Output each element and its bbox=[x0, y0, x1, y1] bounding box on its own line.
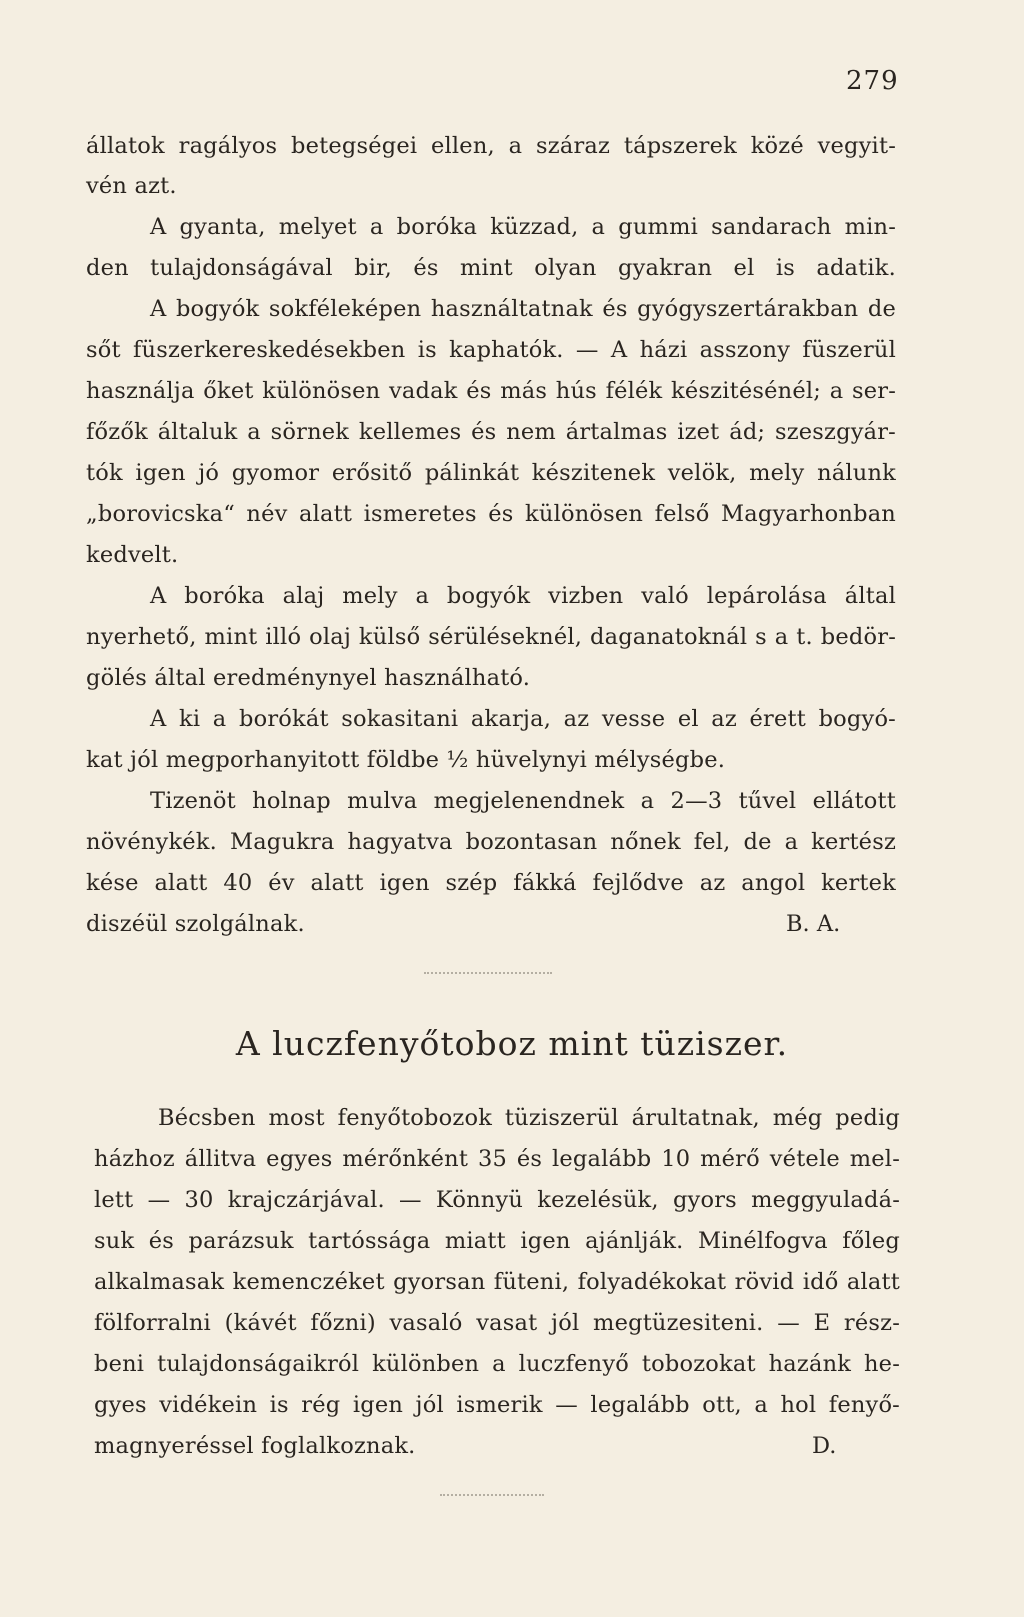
text-line: beni tulajdonságaikról különben a luczfenyő tobozokat hazánk he- bbox=[94, 1351, 900, 1377]
text-line: den tulajdonságával bir, és mint olyan gyakran el is adatik. bbox=[86, 255, 896, 281]
text-line: A boróka alaj mely a bogyók vizben való lepárolása által bbox=[150, 583, 896, 609]
text-line: A gyanta, melyet a boróka küzzad, a gummi sandarach min- bbox=[150, 214, 896, 240]
signature: D. bbox=[812, 1433, 837, 1459]
text-line: gölés által eredménynyel használható. bbox=[86, 665, 531, 691]
text-line: diszéül szolgálnak. bbox=[86, 911, 305, 937]
text-line: kat jól megporhanyitott földbe ½ hüvelynyi mélységbe. bbox=[86, 747, 726, 773]
text-line: állatok ragályos betegségei ellen, a száraz tápszerek közé vegyit- bbox=[86, 133, 896, 159]
text-line: lett — 30 krajczárjával. — Könnyü kezelésük, gyors meggyuladá- bbox=[94, 1187, 900, 1213]
text-line: Bécsben most fenyőtobozok tüziszerül árultatnak, még pedig bbox=[158, 1105, 900, 1131]
text-line: fölforralni (kávét főzni) vasaló vasat jól megtüzesiteni. — E rész- bbox=[94, 1310, 900, 1336]
text-line: gyes vidékein is rég igen jól ismerik — legalább ott, a hol fenyő- bbox=[94, 1392, 900, 1418]
text-line: alkalmasak kemenczéket gyorsan füteni, folyadékokat rövid idő alatt bbox=[94, 1269, 900, 1295]
text-line: magnyeréssel foglalkoznak. bbox=[94, 1433, 416, 1459]
text-line: nyerhető, mint illó olaj külső sérüléseknél, daganatoknál s a t. bedör- bbox=[86, 624, 896, 650]
text-line: kedvelt. bbox=[86, 542, 179, 568]
text-line: Tizenöt holnap mulva megjelenendnek a 2—3 tűvel ellátott bbox=[150, 788, 896, 814]
text-line: főzők általuk a sörnek kellemes és nem ártalmas izet ád; szeszgyár- bbox=[86, 419, 896, 445]
text-line: „borovicska“ név alatt ismeretes és különösen felső Magyarhonban bbox=[86, 501, 896, 527]
article-title: A luczfenyőtoboz mint tüziszer. bbox=[235, 1024, 789, 1063]
text-line: A ki a borókát sokasitani akarja, az vesse el az érett bogyó- bbox=[150, 706, 896, 732]
text-line: kése alatt 40 év alatt igen szép fákká fejlődve az angol kertek bbox=[86, 870, 896, 896]
text-line: használja őket különösen vadak és más hús félék készitésénél; a ser- bbox=[86, 378, 896, 404]
text-line: tók igen jó gyomor erősitő pálinkát készitenek velök, mely nálunk bbox=[86, 460, 896, 486]
text-line: vén azt. bbox=[86, 173, 177, 199]
section-divider bbox=[424, 972, 552, 980]
page-number: 279 bbox=[846, 66, 899, 96]
section-divider bbox=[440, 1494, 544, 1502]
text-line: házhoz állitva egyes mérőnként 35 és legalább 10 mérő vétele mel- bbox=[94, 1146, 900, 1172]
text-line: suk és parázsuk tartóssága miatt igen ajánlják. Minélfogva főleg bbox=[94, 1228, 900, 1254]
signature: B. A. bbox=[786, 911, 841, 937]
text-line: A bogyók sokféleképen használtatnak és gyógyszertárakban de bbox=[150, 296, 896, 322]
text-line: növénykék. Magukra hagyatva bozontasan nőnek fel, de a kertész bbox=[86, 829, 896, 855]
text-line: sőt füszerkereskedésekben is kaphatók. — A házi asszony füszerül bbox=[86, 337, 896, 363]
